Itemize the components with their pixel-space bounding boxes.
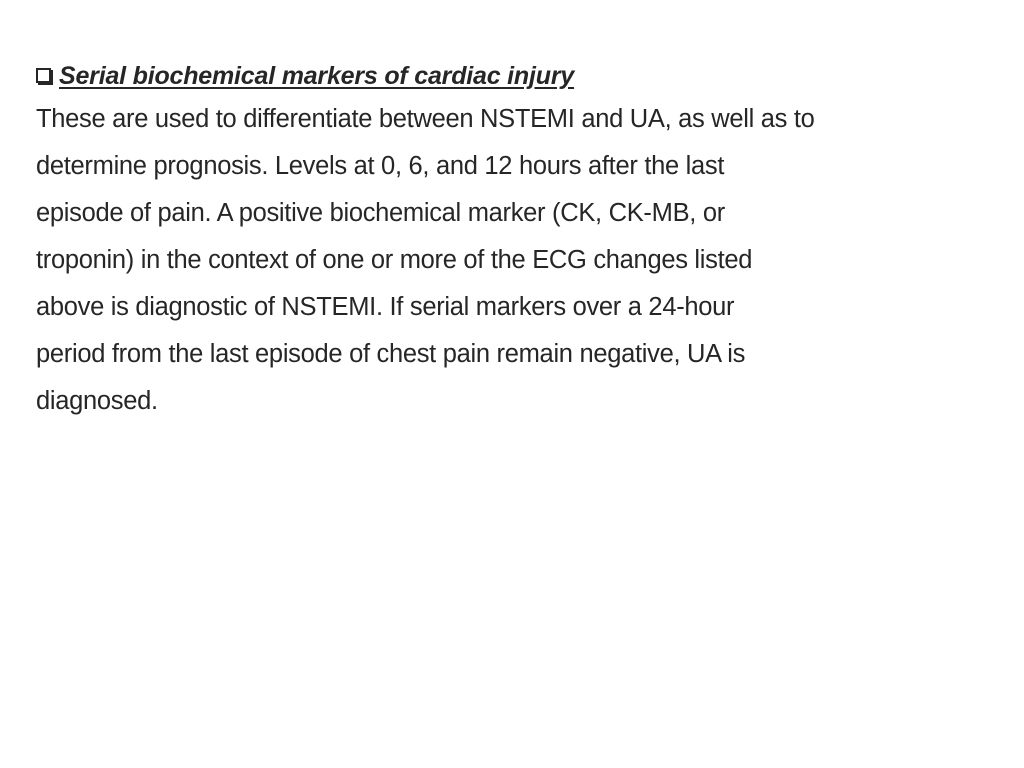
body-line: determine prognosis. Levels at 0, 6, and 12 hours after the last (36, 152, 725, 180)
section-heading (36, 56, 1008, 96)
body-paragraph (36, 96, 1008, 425)
checkbox-square-icon (36, 68, 51, 83)
body-line: troponin) in the context of one or more of the ECG changes listed (36, 246, 753, 274)
slide-content (36, 56, 1008, 425)
heading-text: Serial biochemical markers of cardiac injury (59, 61, 575, 90)
body-line: period from the last episode of chest pain remain negative, UA is (36, 340, 746, 368)
body-line: These are used to differentiate between NSTEMI and UA, as well as to (36, 105, 815, 133)
body-line: diagnosed. (36, 387, 158, 415)
body-line: episode of pain. A positive biochemical marker (CK, CK-MB, or (36, 199, 725, 227)
body-line: above is diagnostic of NSTEMI. If serial markers over a 24-hour (36, 293, 735, 321)
